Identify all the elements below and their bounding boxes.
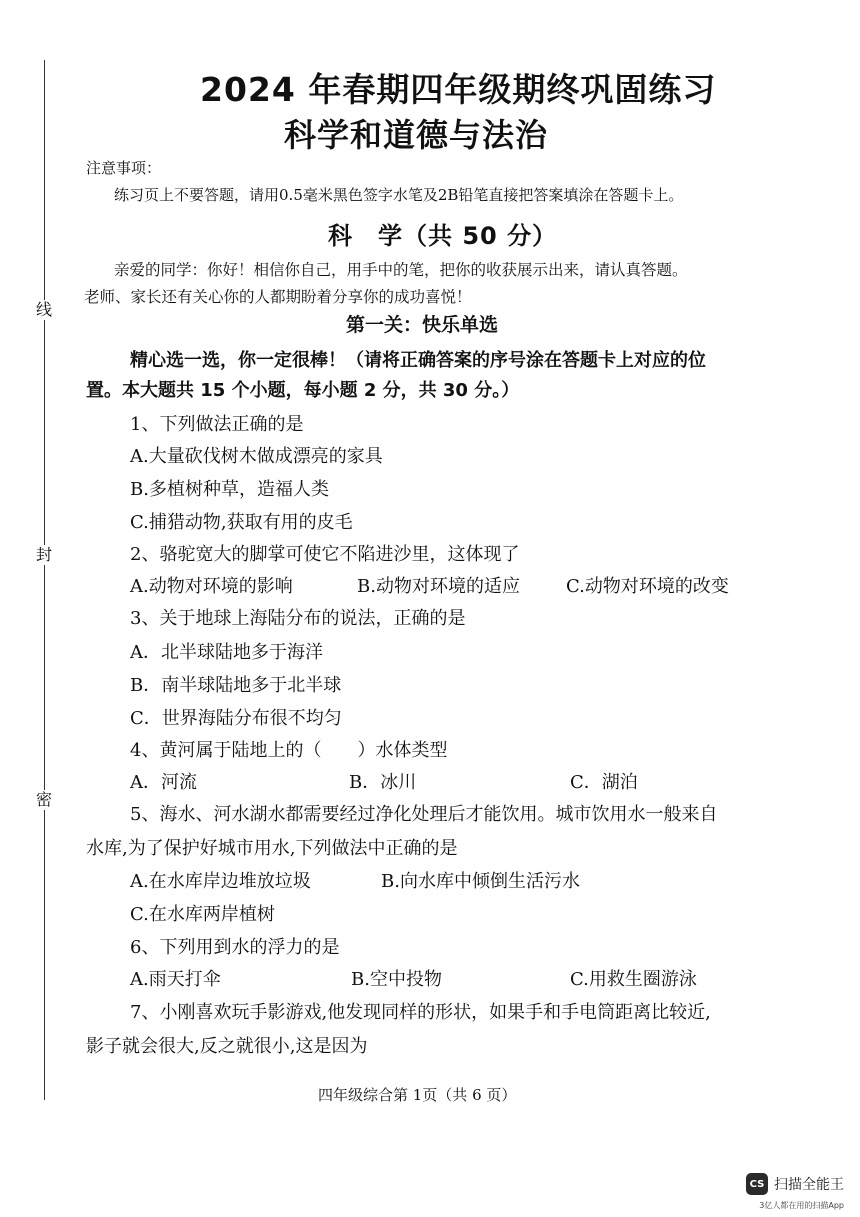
q5-option-c: C.在水库两岸植树 xyxy=(130,904,275,925)
q1-option-c: C.捕猎动物,获取有用的皮毛 xyxy=(130,512,353,533)
q3-option-a: A．北半球陆地多于海洋 xyxy=(130,642,323,663)
notice-heading: 注意事项： xyxy=(86,159,162,177)
cs-logo-icon: CS xyxy=(746,1173,768,1195)
question-7-line-2: 影子就会很大,反之就很小,这是因为 xyxy=(86,1036,368,1057)
margin-label-mi: 密 xyxy=(35,790,52,809)
question-2: 2、骆驼宽大的脚掌可使它不陷进沙里，这体现了 xyxy=(130,544,520,565)
scanner-watermark xyxy=(746,1173,844,1195)
binding-line xyxy=(44,60,45,1100)
margin-label-xian: 线 xyxy=(35,300,52,319)
intro-line-1: 亲爱的同学：你好！相信你自己，用手中的笔，把你的收获展示出来，请认真答题。 xyxy=(114,261,688,279)
question-5-line-1: 5、海水、河水湖水都需要经过净化处理后才能饮用。城市饮用水一般来自 xyxy=(130,804,718,825)
q3-option-b: B．南半球陆地多于北半球 xyxy=(130,675,342,696)
q4-option-c: C．湖泊 xyxy=(570,772,638,793)
q2-option-a: A.动物对环境的影响 xyxy=(130,576,293,597)
q5-option-a: A.在水库岸边堆放垃圾 xyxy=(130,871,311,892)
exam-subtitle: 科学和道德与法治 xyxy=(284,116,549,154)
intro-line-2: 老师、家长还有关心你的人都期盼着分享你的成功喜悦！ xyxy=(84,288,472,306)
q2-option-b: B.动物对环境的适应 xyxy=(357,576,520,597)
question-7-line-1: 7、小刚喜欢玩手影游戏,他发现同样的形状，如果手和手电筒距离比较近, xyxy=(130,1002,711,1023)
q3-option-c: C．世界海陆分布很不均匀 xyxy=(130,708,342,729)
q2-option-c: C.动物对环境的改变 xyxy=(566,576,729,597)
q6-option-c: C.用救生圈游泳 xyxy=(570,969,697,990)
part-instruction-line-1: 精心选一选，你一定很棒！（请将正确答案的序号涂在答题卡上对应的位 xyxy=(130,350,706,371)
part-instruction-line-2 xyxy=(86,376,519,402)
margin-label-feng: 封 xyxy=(35,545,52,564)
q1-option-b: B.多植树种草，造福人类 xyxy=(130,479,329,500)
part-instruction-text: 置。本大题共 15 个小题，每小题 2 分，共 30 分。） xyxy=(86,380,520,401)
q4-option-b: B．冰川 xyxy=(349,772,417,793)
q6-option-b: B.空中投物 xyxy=(351,969,442,990)
question-1: 1、下列做法正确的是 xyxy=(130,414,304,435)
question-5-line-2: 水库,为了保护好城市用水,下列做法中正确的是 xyxy=(86,838,458,859)
q4-option-a: A．河流 xyxy=(130,772,197,793)
notice-text: 练习页上不要答题，请用0.5毫米黑色签字水笔及2B铅笔直接把答案填涂在答题卡上。 xyxy=(114,186,684,204)
scanner-tagline: 3亿人都在用的扫描App xyxy=(759,1201,844,1210)
question-3: 3、关于地球上海陆分布的说法，正确的是 xyxy=(130,608,466,629)
q5-option-b: B.向水库中倾倒生活污水 xyxy=(381,871,580,892)
exam-title: 2024 年春期四年级期终巩固练习 xyxy=(200,70,717,109)
page-footer: 四年级综合第 1页（共 6 页） xyxy=(318,1086,517,1104)
q6-option-a: A.雨天打伞 xyxy=(130,969,221,990)
q1-option-a: A.大量砍伐树木做成漂亮的家具 xyxy=(130,446,383,467)
scanner-app-name: 扫描全能王 xyxy=(774,1177,844,1193)
question-4: 4、黄河属于陆地上的（ ）水体类型 xyxy=(130,740,448,761)
section-title: 科 学（共 50 分） xyxy=(328,222,558,250)
part-title: 第一关：快乐单选 xyxy=(346,314,499,336)
question-6: 6、下列用到水的浮力的是 xyxy=(130,937,340,958)
